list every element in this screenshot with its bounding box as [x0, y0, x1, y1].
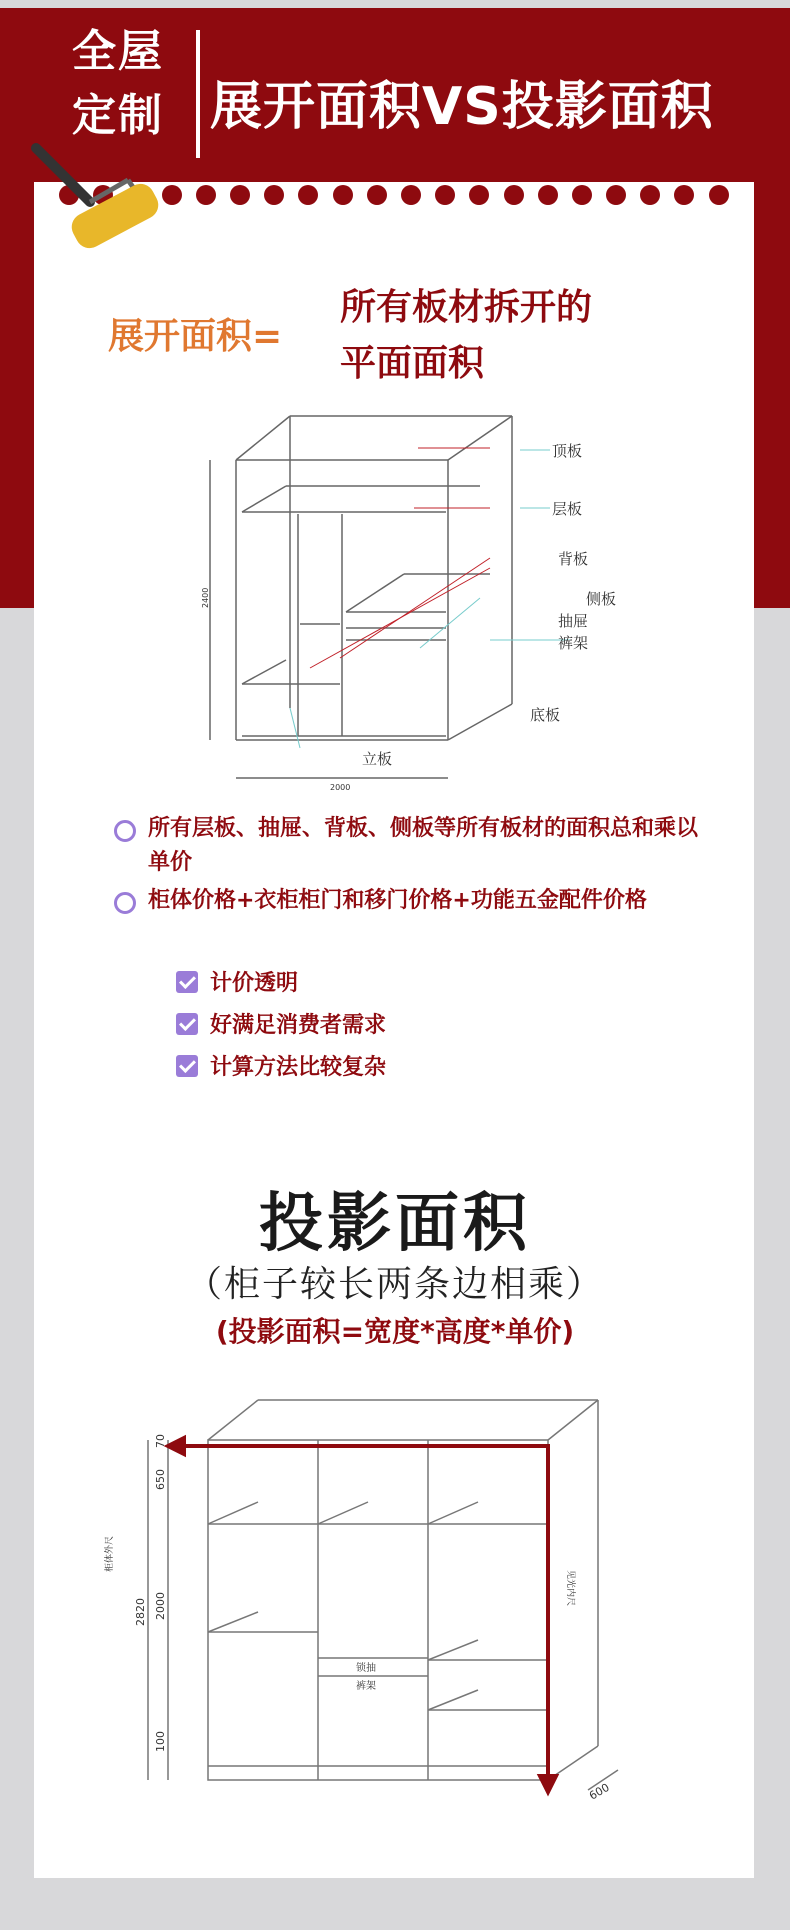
category-line1: 全屋 — [72, 26, 164, 77]
unfolded-area-label: 展开面积= — [108, 316, 283, 357]
header-divider — [196, 30, 200, 158]
circle-bullet-icon — [114, 892, 136, 914]
dim-70: 70 — [154, 1434, 167, 1448]
bullet-item-1: 所有层板、抽屉、背板、侧板等所有板材的面积总和乘以单价 — [114, 812, 714, 880]
checkbox-checked-icon — [176, 971, 198, 993]
dim-100: 100 — [154, 1731, 167, 1752]
paint-roller-icon — [28, 140, 158, 250]
label-height: 2400 — [201, 587, 210, 608]
projection-title: 投影面积 — [259, 1187, 531, 1261]
circle-bullet-icon — [114, 820, 136, 842]
dim-2820: 2820 — [134, 1598, 147, 1626]
projection-subtitle: （柜子较长两条边相乘） — [185, 1264, 604, 1305]
label-width: 2000 — [330, 783, 351, 792]
label-side-board: 侧板 — [586, 590, 617, 608]
bullet-item-2: 柜体价格+衣柜柜门和移门价格+功能五金配件价格 — [114, 884, 714, 918]
dim-650: 650 — [154, 1469, 167, 1490]
pants-label: 裤架 — [356, 1681, 376, 1692]
label-bottom-board: 底板 — [530, 706, 561, 724]
right-note: 见光内尺 — [565, 1570, 575, 1607]
projection-formula: (投影面积=宽度*高度*单价) — [215, 1315, 575, 1348]
label-shelf: 层板 — [552, 500, 583, 518]
dim-2000: 2000 — [154, 1592, 167, 1620]
label-drawer: 抽屉 — [558, 612, 589, 630]
checkbox-checked-icon — [176, 1055, 198, 1077]
checkbox-checked-icon — [176, 1013, 198, 1035]
label-pants-rack: 裤架 — [558, 634, 589, 652]
check-item-2: 好满足消费者需求 — [176, 1008, 386, 1039]
label-vertical-board: 立板 — [362, 750, 393, 768]
definition-line1: 所有板材拆开的 — [340, 287, 593, 328]
drawer-label: 锁抽 — [356, 1663, 376, 1674]
category-line2: 定制 — [72, 90, 164, 141]
check-item-1: 计价透明 — [176, 966, 298, 997]
wardrobe-projection-diagram — [105, 1390, 638, 1810]
check-item-3: 计算方法比较复杂 — [176, 1050, 386, 1081]
unfolded-area-definition — [340, 280, 592, 392]
label-top-board: 顶板 — [552, 442, 583, 460]
page-title: 展开面积VS投影面积 — [210, 77, 714, 137]
left-note: 柜体外尺 — [105, 1535, 115, 1572]
wardrobe-unfolded-diagram — [190, 408, 630, 798]
definition-line2: 平面面积 — [340, 343, 485, 384]
label-back-board: 背板 — [558, 550, 589, 568]
dim-600: 600 — [587, 1780, 612, 1803]
